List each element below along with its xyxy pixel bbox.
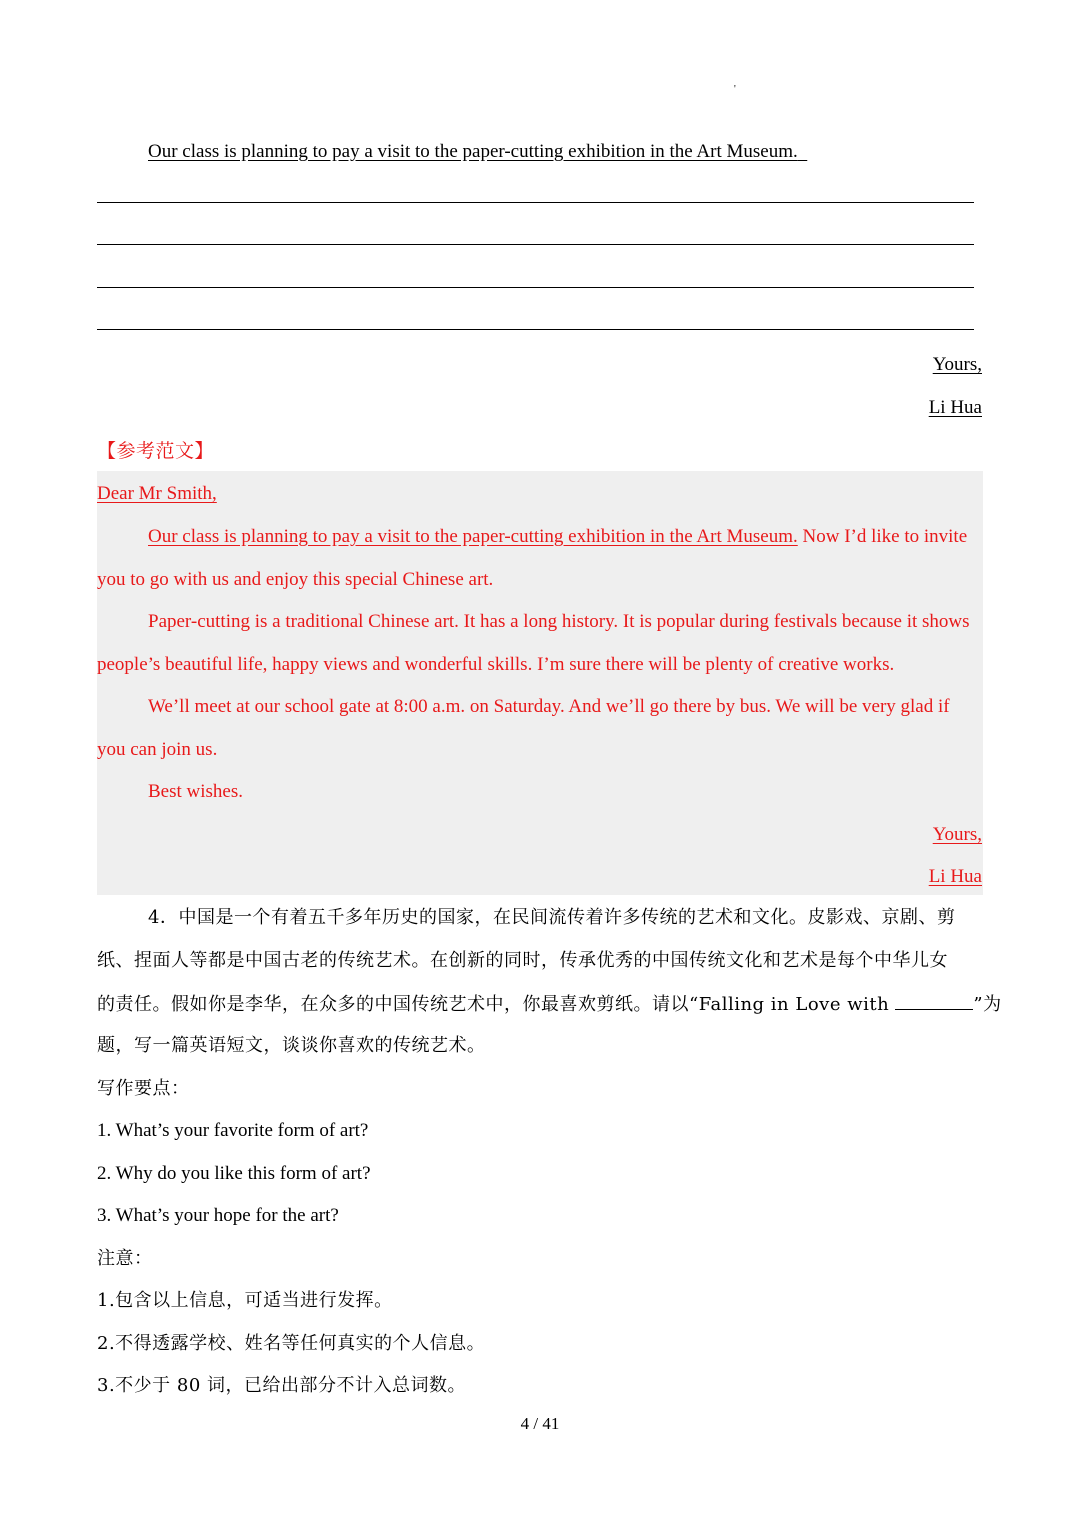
reference-paragraph-3: We’ll meet at our school gate at 8:00 a.m. on Saturday. And we’ll go there by bus. We will be very glad if — [148, 696, 950, 717]
reference-paragraph-1-line-2: you to go with us and enjoy this special Chinese art. — [97, 569, 494, 590]
title-blank — [895, 991, 973, 1010]
reference-heading: 【参考范文】 — [97, 440, 215, 462]
question-4-line-3-end: ”为 — [973, 994, 1002, 1015]
question-4-line-3 — [97, 991, 1002, 1018]
writing-point: 1. What’s your favorite form of art? — [97, 1120, 369, 1141]
reference-paragraph-3-line-2: you can join us. — [97, 739, 218, 760]
reference-closing: Yours, — [932, 824, 982, 845]
note-item: 3.不少于 80 词，已给出部分不计入总词数。 — [97, 1375, 467, 1396]
closing-yours: Yours, — [932, 354, 982, 375]
reference-signature: Li Hua — [928, 866, 982, 887]
reference-salutation: Dear Mr Smith, — [97, 483, 217, 504]
page-number: 4 / 41 — [520, 1414, 560, 1433]
writing-line — [97, 202, 974, 203]
writing-point: 2. Why do you like this form of art? — [97, 1163, 371, 1184]
signature-name: Li Hua — [928, 397, 982, 418]
reference-best-wishes: Best wishes. — [148, 781, 243, 802]
question-4-line-1: 4．中国是一个有着五千多年历史的国家，在民间流传着许多传统的艺术和文化。皮影戏、京剧、剪 — [148, 907, 956, 928]
writing-line — [97, 287, 974, 288]
question-4-line-4: 题，写一篇英语短文，谈谈你喜欢的传统艺术。 — [97, 1035, 486, 1056]
notes-heading: 注意： — [97, 1248, 153, 1269]
writing-line — [97, 244, 974, 245]
reference-paragraph-2: Paper-cutting is a traditional Chinese art. It has a long history. It is popular during festivals because it shows — [148, 611, 970, 632]
note-item: 2.不得透露学校、姓名等任何真实的个人信息。 — [97, 1333, 486, 1354]
reference-paragraph-2-line-2: people’s beautiful life, happy views and wonderful skills. I’m sure there will be plenty of creative works. — [97, 654, 895, 675]
writing-line — [97, 329, 974, 330]
reference-paragraph-1 — [148, 524, 967, 550]
writing-points-heading: 写作要点： — [97, 1078, 190, 1099]
question-4-line-3-text: 的责任。假如你是李华，在众多的中国传统艺术中，你最喜欢剪纸。请以“Falling in Love with — [97, 994, 896, 1015]
writing-point: 3. What’s your hope for the art? — [97, 1205, 339, 1226]
note-item: 1.包含以上信息，可适当进行发挥。 — [97, 1290, 393, 1311]
prompt-sentence: Our class is planning to pay a visit to the paper-cutting exhibition in the Art Museum. — [148, 141, 798, 162]
question-4-line-2: 纸、捏面人等都是中国古老的传统艺术。在创新的同时，传承优秀的中国传统文化和艺术是每个中华儿女 — [97, 950, 948, 971]
stray-mark: ' — [734, 84, 736, 95]
reference-p1-rest: Now I’d like to invite — [797, 526, 968, 547]
reference-underlined-sentence: Our class is planning to pay a visit to the paper-cutting exhibition in the Art Museum. — [148, 526, 798, 547]
